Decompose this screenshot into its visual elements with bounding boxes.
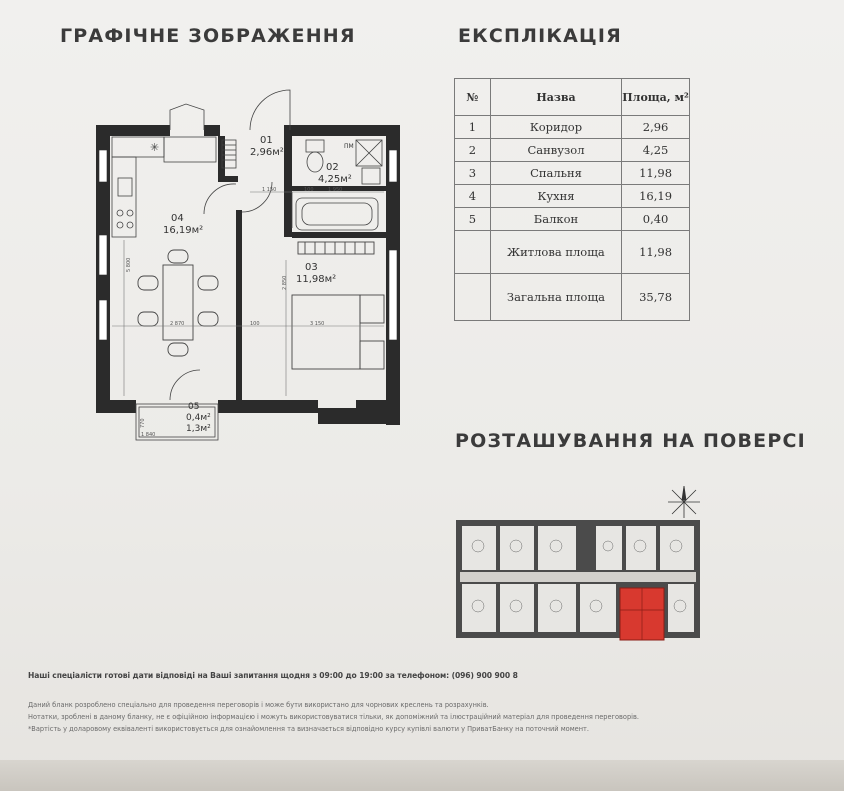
apartment-unit <box>462 584 496 632</box>
entrance-door <box>170 104 204 130</box>
dim-label: 2 870 <box>170 321 185 327</box>
table-row <box>455 185 690 208</box>
window <box>389 150 397 182</box>
window <box>99 150 107 182</box>
row-num: 5 <box>455 208 491 231</box>
window <box>99 300 107 340</box>
room-03-area: 11,98м² <box>296 274 337 285</box>
table-row <box>455 208 690 231</box>
total-area-value: 35,78 <box>622 274 690 321</box>
wall-bottom-right <box>356 400 400 424</box>
floor-location-heading: РОЗТАШУВАННЯ НА ПОВЕРСІ <box>455 430 806 452</box>
entry-door <box>250 90 290 130</box>
compass-icon <box>668 486 700 518</box>
dim-label: 3 150 <box>310 321 325 327</box>
row-num: 3 <box>455 162 491 185</box>
row-area: 16,19 <box>622 185 690 208</box>
total-area-row <box>455 274 690 321</box>
room-05-area-1: 0,4м² <box>186 413 211 423</box>
chair <box>168 343 188 356</box>
row-name: Коридор <box>490 116 621 139</box>
corridor <box>460 572 696 582</box>
apartment-unit <box>462 526 496 570</box>
room-05-area-2: 1,3м² <box>186 424 211 434</box>
living-area-value: 11,98 <box>622 231 690 274</box>
blank-cell <box>455 274 491 321</box>
chair <box>198 276 218 290</box>
wall-bath-left <box>284 125 292 237</box>
room-01-number: 01 <box>260 135 273 146</box>
row-name: Спальня <box>490 162 621 185</box>
blank-cell <box>455 231 491 274</box>
wall-bottom-mid <box>218 400 318 413</box>
dining-table <box>163 265 193 340</box>
wall-top-mid <box>204 125 220 136</box>
apartment-unit <box>500 526 534 570</box>
dim-label: 1 950 <box>328 187 343 193</box>
row-name: Санвузол <box>490 139 621 162</box>
fridge-area <box>164 137 216 162</box>
plan-heading: ГРАФІЧНЕ ЗОБРАЖЕННЯ <box>60 25 356 47</box>
hood-icon: ✳ <box>150 141 160 154</box>
row-num: 2 <box>455 139 491 162</box>
row-area: 11,98 <box>622 162 690 185</box>
page-edge <box>0 760 844 791</box>
burner <box>127 210 133 216</box>
sink <box>362 168 380 184</box>
dim-label: 100 <box>304 187 314 193</box>
apartment-unit <box>500 584 534 632</box>
apartment-unit <box>626 526 656 570</box>
dining-set <box>138 250 218 356</box>
chair <box>138 276 158 290</box>
apartment-unit <box>580 584 616 632</box>
wall-bottom-left <box>96 400 136 413</box>
disclaimer-line: Даний бланк розроблено спеціально для проведення переговорів і може бути використано для чорнових креслень та розрахунків. <box>28 701 489 709</box>
apartment-unit <box>596 526 622 570</box>
wardrobe <box>298 242 374 254</box>
disclaimer-line: Нотатки, зроблені в даному бланку, не є офіційною інформацією і можуть використовуватися тільки, як допоміжний та ілюстраційний матеріал для проведення переговорів. <box>28 713 639 721</box>
kitchen-door <box>204 184 236 214</box>
room-04-area: 16,19м² <box>163 225 204 236</box>
window <box>99 235 107 275</box>
row-area: 2,96 <box>622 116 690 139</box>
burner <box>117 210 123 216</box>
toilet-tank <box>306 140 324 152</box>
row-area: 0,40 <box>622 208 690 231</box>
dim-label: 100 <box>250 321 260 327</box>
counter-side <box>112 157 136 237</box>
room-03-number: 03 <box>305 262 318 273</box>
total-area-label: Загальна площа <box>490 274 621 321</box>
row-name: Кухня <box>490 185 621 208</box>
explication-heading: ЕКСПЛІКАЦІЯ <box>458 25 622 47</box>
table-row <box>455 162 690 185</box>
wall-top-right <box>290 125 400 136</box>
apartment-unit <box>668 584 694 632</box>
col-area-header: Площа, м² <box>622 79 690 116</box>
contact-text: Наші спеціалісти готові дати відповіді на Ваші запитання щодня з 09:00 до 19:00 за телефоном: (096) 900 900 8 <box>28 671 518 680</box>
pillow <box>360 341 384 369</box>
table-header-row <box>455 79 690 116</box>
wall-corridor-stub <box>218 176 238 182</box>
pm-label: ПМ <box>344 143 354 150</box>
chair <box>168 250 188 263</box>
pillow <box>360 295 384 323</box>
apartment-unit <box>538 526 576 570</box>
dim-label: 770 <box>140 418 146 428</box>
row-area: 4,25 <box>622 139 690 162</box>
wall-bottom-notch <box>318 408 356 424</box>
room-05-number: 05 <box>188 402 200 412</box>
doors <box>170 90 292 400</box>
apartment-floor-plan <box>80 85 420 455</box>
dim-label: 5 800 <box>126 257 132 272</box>
explication-table <box>454 78 690 321</box>
room-labels <box>163 135 354 434</box>
table-row <box>455 139 690 162</box>
disclaimer-line: *Вартість у доларовому еквіваленті використовується для ознайомлення та визначається відповідно курсу купівлі валюти у ПриватБанку на поточний момент. <box>28 725 589 733</box>
apartment-unit <box>538 584 576 632</box>
room-02-number: 02 <box>326 162 339 173</box>
burner <box>127 222 133 228</box>
chair <box>138 312 158 326</box>
row-num: 4 <box>455 185 491 208</box>
apartment-unit <box>660 526 694 570</box>
chair <box>198 312 218 326</box>
burner <box>117 222 123 228</box>
floor-location-plan <box>450 480 710 670</box>
room-02-area: 4,25м² <box>318 174 352 185</box>
bed <box>292 295 360 369</box>
bathroom-fixtures <box>296 140 382 230</box>
wall-top-left <box>96 125 170 136</box>
wall-bath-bottom <box>292 232 386 238</box>
toilet <box>307 152 323 172</box>
room-04-number: 04 <box>171 213 184 224</box>
dim-label: 2 850 <box>282 275 288 290</box>
sink <box>118 178 132 196</box>
table-row <box>455 116 690 139</box>
balcony-door <box>170 370 200 400</box>
walls <box>96 125 400 425</box>
row-name: Балкон <box>490 208 621 231</box>
living-area-label: Житлова площа <box>490 231 621 274</box>
windows <box>99 150 397 340</box>
col-name-header: Назва <box>490 79 621 116</box>
col-num-header: № <box>455 79 491 116</box>
room-01-area: 2,96м² <box>250 147 284 158</box>
living-area-row <box>455 231 690 274</box>
row-num: 1 <box>455 116 491 139</box>
dim-label: 1 840 <box>141 432 156 438</box>
wall-kitchen-bedroom <box>236 210 242 400</box>
dimension-lines <box>112 192 384 396</box>
wall-corridor-left <box>218 136 225 176</box>
dim-label: 1 150 <box>262 187 277 193</box>
window <box>389 250 397 340</box>
